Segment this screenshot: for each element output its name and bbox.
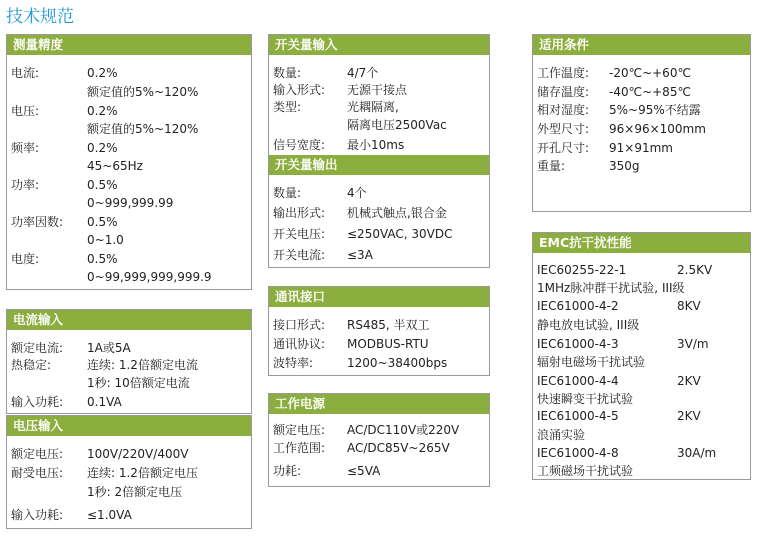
emc-standard: IEC61000-4-8 xyxy=(537,446,619,460)
emc-level: 2.5KV xyxy=(677,263,713,277)
spec-label: 信号宽度: xyxy=(273,138,326,152)
spec-label: 重量: xyxy=(537,159,566,173)
emc-level: 8KV xyxy=(677,299,701,313)
spec-value: MODBUS-RTU xyxy=(347,337,429,351)
spec-value: 4个 xyxy=(347,186,367,200)
spec-value: 100V/220V/400V xyxy=(87,447,189,461)
spec-label: 数量: xyxy=(273,186,302,200)
panel-body xyxy=(269,55,489,155)
spec-range: 额定值的5%~120% xyxy=(87,122,199,136)
emc-standard: IEC61000-4-3 xyxy=(537,337,619,351)
emc-level: 3V/m xyxy=(677,337,709,351)
spec-label: 相对湿度: xyxy=(537,103,590,117)
spec-value: ≤5VA xyxy=(347,464,381,478)
emc-test-desc: 浪涌实验 xyxy=(537,428,586,442)
operating-conditions-panel xyxy=(532,34,751,212)
spec-value: ≤250VAC, 30VDC xyxy=(347,227,453,241)
spec-label: 开孔尺寸: xyxy=(537,141,590,155)
spec-value: 0.1VA xyxy=(87,395,122,409)
panel-header: 开关量输入 xyxy=(269,35,489,55)
spec-label: 工作范围: xyxy=(273,441,326,455)
spec-value: 1秒: 2倍额定电压 xyxy=(87,485,183,499)
spec-value: -20℃~+60℃ xyxy=(609,66,691,80)
spec-range: 0~999,999.99 xyxy=(87,196,174,210)
spec-value: 1秒: 10倍额定电流 xyxy=(87,376,190,390)
spec-value: 0.2% xyxy=(87,66,118,80)
panel-header: 工作电源 xyxy=(269,394,489,414)
panel-header: 通讯接口 xyxy=(269,287,489,307)
spec-value: 0.2% xyxy=(87,141,118,155)
switch-io-panel xyxy=(268,34,490,268)
spec-value: 隔离电压2500Vac xyxy=(347,118,447,132)
spec-value: RS485, 半双工 xyxy=(347,318,430,332)
spec-value: AC/DC85V~265V xyxy=(347,441,450,455)
panel-header: 电压输入 xyxy=(7,416,251,436)
measurement-accuracy-panel xyxy=(6,34,252,290)
spec-value: ≤3A xyxy=(347,248,373,262)
emc-standard: IEC61000-4-5 xyxy=(537,409,619,423)
panel-header: 适用条件 xyxy=(533,35,750,55)
spec-label: 开关电压: xyxy=(273,227,326,241)
page-title: 技术规范 xyxy=(6,7,74,27)
spec-value: 0.5% xyxy=(87,178,118,192)
spec-label: 接口形式: xyxy=(273,318,326,332)
spec-label: 电流: xyxy=(11,66,40,80)
spec-value: 机械式触点,银合金 xyxy=(347,206,447,220)
comm-interface-panel xyxy=(268,286,490,376)
spec-label: 功率因数: xyxy=(11,215,64,229)
emc-standard: IEC61000-4-2 xyxy=(537,299,619,313)
spec-range: 0~99,999,999,999.9 xyxy=(87,270,212,284)
emc-standard: IEC60255-22-1 xyxy=(537,263,627,277)
spec-label: 开关电流: xyxy=(273,248,326,262)
power-supply-panel xyxy=(268,393,490,487)
voltage-input-panel xyxy=(6,415,252,529)
spec-value: 0.2% xyxy=(87,104,118,118)
spec-value: -40℃~+85℃ xyxy=(609,85,691,99)
spec-label: 电压: xyxy=(11,104,40,118)
spec-value: 1A或5A xyxy=(87,341,131,355)
spec-label: 额定电流: xyxy=(11,341,64,355)
spec-value: 350g xyxy=(609,159,640,173)
spec-value: 96×96×100mm xyxy=(609,122,706,136)
spec-value: 0.5% xyxy=(87,215,118,229)
spec-label: 耐受电压: xyxy=(11,466,64,480)
emc-level: 2KV xyxy=(677,409,701,423)
spec-value: ≤1.0VA xyxy=(87,508,132,522)
panel-header: 测量精度 xyxy=(7,35,251,55)
spec-label: 工作温度: xyxy=(537,66,590,80)
panel-header: 开关量输出 xyxy=(269,155,489,175)
spec-range: 45~65Hz xyxy=(87,159,143,173)
spec-value: 最小10ms xyxy=(347,138,405,152)
emc-test-desc: 辐射电磁场干扰试验 xyxy=(537,355,646,369)
spec-range: 额定值的5%~120% xyxy=(87,85,199,99)
spec-label: 波特率: xyxy=(273,356,314,370)
spec-label: 功耗: xyxy=(273,464,302,478)
spec-label: 频率: xyxy=(11,141,40,155)
spec-label: 额定电压: xyxy=(11,447,64,461)
spec-label: 储存温度: xyxy=(537,85,590,99)
spec-label: 输入功耗: xyxy=(11,395,64,409)
spec-label: 类型: xyxy=(273,100,302,114)
spec-label: 外型尺寸: xyxy=(537,122,590,136)
spec-value: 连续: 1.2倍额定电流 xyxy=(87,358,198,372)
emc-test-desc: 静电放电试验, III级 xyxy=(537,318,640,332)
emc-standard: IEC61000-4-4 xyxy=(537,374,619,388)
panel-header: EMC抗干扰性能 xyxy=(533,233,750,253)
spec-label: 输入形式: xyxy=(273,83,326,97)
emc-test-desc: 快速瞬变干扰试验 xyxy=(537,392,634,406)
emc-test-desc: 工频磁场干扰试验 xyxy=(537,464,634,478)
emc-panel xyxy=(532,232,751,480)
spec-label: 功率: xyxy=(11,178,40,192)
spec-value: 5%~95%不结露 xyxy=(609,103,701,117)
spec-value: 连续: 1.2倍额定电压 xyxy=(87,466,198,480)
spec-label: 数量: xyxy=(273,66,302,80)
panel-header: 电流输入 xyxy=(7,310,251,330)
spec-label: 输出形式: xyxy=(273,206,326,220)
spec-label: 电度: xyxy=(11,252,40,266)
spec-value: AC/DC110V或220V xyxy=(347,423,460,437)
spec-value: 0.5% xyxy=(87,252,118,266)
spec-range: 0~1.0 xyxy=(87,233,124,247)
spec-value: 1200~38400bps xyxy=(347,356,448,370)
spec-label: 额定电压: xyxy=(273,423,326,437)
emc-test-desc: 1MHz脉冲群干扰试验, III级 xyxy=(537,281,685,295)
spec-value: 4/7个 xyxy=(347,66,379,80)
emc-level: 30A/m xyxy=(677,446,717,460)
spec-label: 输入功耗: xyxy=(11,508,64,522)
spec-value: 光耦隔离, xyxy=(347,100,399,114)
emc-level: 2KV xyxy=(677,374,701,388)
spec-value: 无源干接点 xyxy=(347,83,408,97)
spec-label: 热稳定: xyxy=(11,358,52,372)
spec-label: 通讯协议: xyxy=(273,337,326,351)
current-input-panel xyxy=(6,309,252,414)
spec-value: 91×91mm xyxy=(609,141,673,155)
